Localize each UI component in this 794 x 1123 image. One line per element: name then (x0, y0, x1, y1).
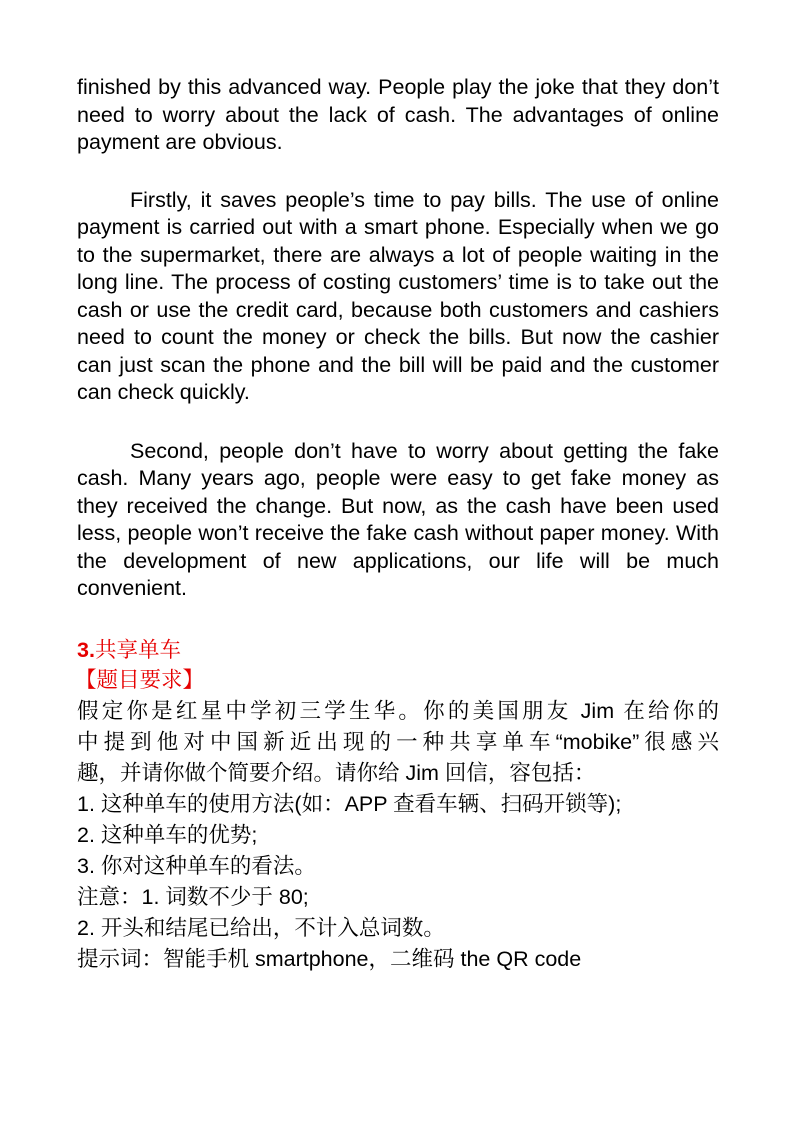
section-heading (77, 635, 719, 665)
requirement-line-2: 中提到他对中国新近出现的一种共享单车“mobike”很感兴 (77, 729, 719, 754)
requirement-line-3: 趣，并请你做个简要介绍。请你给 Jim 回信，容包括： (77, 760, 596, 785)
requirement-label: 【题目要求】 (75, 667, 205, 692)
requirement-line-4: 1. 这种单车的使用方法(如：APP 查看车辆、扫码开锁等); (77, 791, 622, 816)
essay-paragraph-3: Second, people don’t have to worry about getting the fake cash. Many years ago, people were easy to get fake money as they received the change. But now, as the cash have been used less, people won’t receive the fake cash without paper money. With the development of new applications, our life will be much convenient. (77, 438, 719, 600)
requirement-line-8: 2. 开头和结尾已给出，不计入总词数。 (77, 915, 445, 940)
section-number: 3. (77, 637, 95, 662)
essay-paragraph-1: finished by this advanced way. People play the joke that they don’t need to worry about the lack of cash. The advantages of online payment are obvious. (77, 75, 719, 154)
essay-paragraph-2: Firstly, it saves people’s time to pay bills. The use of online payment is carried out with a smart phone. Especially when we go to the supermarket, there are always a lot of people waiting in the long line. The process of costing customers’ time is to take out the cash or use the credit card, because both customers and cashiers need to count the money or check the bills. But now the cashier can just scan the phone and the bill will be paid and the customer can check quickly. (77, 187, 719, 404)
requirement-line-5: 2. 这种单车的优势; (77, 822, 258, 847)
document-page (77, 74, 719, 975)
section-title: 共享单车 (94, 637, 181, 662)
requirement-line-6: 3. 你对这种单车的看法。 (77, 853, 316, 878)
requirement-line-1: 假定你是红星中学初三学生华。你的美国朋友 Jim 在给你的 (77, 698, 719, 723)
requirement-line-7: 注意：1. 词数不少于 80; (77, 884, 309, 909)
requirement-line-9: 提示词：智能手机 smartphone，二维码 the QR code (77, 946, 582, 971)
